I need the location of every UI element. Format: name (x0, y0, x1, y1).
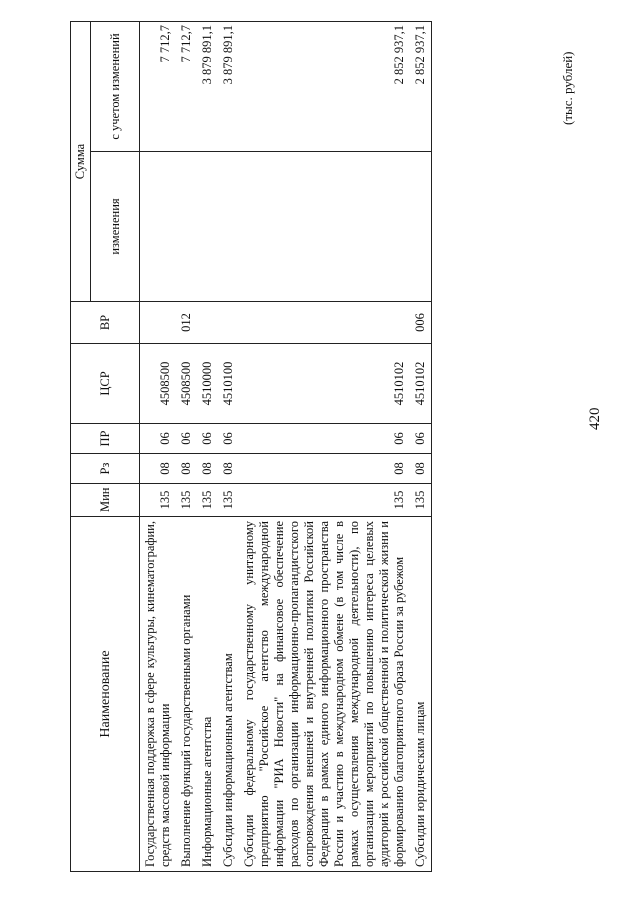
table-row (410, 22, 432, 872)
row-with-changes: 3 879 891,1 (218, 22, 239, 152)
row-changes (140, 152, 177, 302)
row-rz: 08 (218, 454, 239, 484)
header-min: Мин (71, 484, 140, 517)
row-rz: 08 (197, 454, 218, 484)
row-pr: 06 (239, 424, 410, 454)
row-with-changes: 7 712,7 (176, 22, 197, 152)
header-pr: ПР (71, 424, 140, 454)
row-csr: 4510100 (218, 344, 239, 424)
row-pr: 06 (140, 424, 177, 454)
row-changes (218, 152, 239, 302)
units-label: (тыс. рублей) (560, 51, 575, 125)
table-row (197, 22, 218, 872)
row-changes (239, 152, 410, 302)
row-pr: 06 (218, 424, 239, 454)
header-vr: ВР (71, 302, 140, 344)
row-with-changes: 2 852 937,1 (239, 22, 410, 152)
row-csr: 4510102 (410, 344, 432, 424)
row-rz: 08 (176, 454, 197, 484)
table-row (176, 22, 197, 872)
row-csr: 4510000 (197, 344, 218, 424)
header-rz: Рз (71, 454, 140, 484)
row-pr: 06 (176, 424, 197, 454)
row-rz: 08 (140, 454, 177, 484)
row-name: Выполнение функций государственными органами (176, 517, 197, 872)
header-with-changes: с учетом изменений (91, 22, 140, 152)
page-number: 420 (587, 407, 603, 430)
row-vr: 006 (410, 302, 432, 344)
row-name: Государственная поддержка в сфере культуры, кинематографии, средств массовой информации (140, 517, 177, 872)
header-csr: ЦСР (71, 344, 140, 424)
row-min: 135 (176, 484, 197, 517)
row-changes (197, 152, 218, 302)
row-vr: 012 (176, 302, 197, 344)
row-name: Субсидии юридическим лицам (410, 517, 432, 872)
row-min: 135 (239, 484, 410, 517)
row-name: Субсидии федеральному государственному унитарному предприятию "Российское агентство международной информации "РИА Новости" на финансовое обеспечение расходов по организации информационно-пропагандистского сопровождения внешней и внутренней политики Российской Федерации в рамках единого информационного пространства России и участию в международном обмене (в том числе в рамках осуществления международной деятельности), по организации мероприятий по повышению интереса целевых аудиторий к российской общественной и политической жизни и формированию благоприятного образа России за рубежом (239, 517, 410, 872)
row-vr (239, 302, 410, 344)
row-changes (176, 152, 197, 302)
row-min: 135 (218, 484, 239, 517)
row-pr: 06 (197, 424, 218, 454)
row-min: 135 (140, 484, 177, 517)
row-with-changes: 2 852 937,1 (410, 22, 432, 152)
budget-table (70, 21, 432, 872)
row-vr (197, 302, 218, 344)
row-name: Субсидии информационным агентствам (218, 517, 239, 872)
row-pr: 06 (410, 424, 432, 454)
row-with-changes: 3 879 891,1 (197, 22, 218, 152)
row-vr (218, 302, 239, 344)
row-min: 135 (197, 484, 218, 517)
row-name: Информационные агентства (197, 517, 218, 872)
row-csr: 4510102 (239, 344, 410, 424)
row-min: 135 (410, 484, 432, 517)
header-name: Наименование (71, 517, 140, 872)
row-changes (410, 152, 432, 302)
row-csr: 4508500 (140, 344, 177, 424)
table-row (218, 22, 239, 872)
row-rz: 08 (410, 454, 432, 484)
table-row (140, 22, 177, 872)
row-rz: 08 (239, 454, 410, 484)
row-with-changes: 7 712,7 (140, 22, 177, 152)
header-changes: изменения (91, 152, 140, 302)
row-csr: 4508500 (176, 344, 197, 424)
row-vr (140, 302, 177, 344)
table-row (239, 22, 410, 872)
header-sum: Сумма (71, 22, 91, 302)
